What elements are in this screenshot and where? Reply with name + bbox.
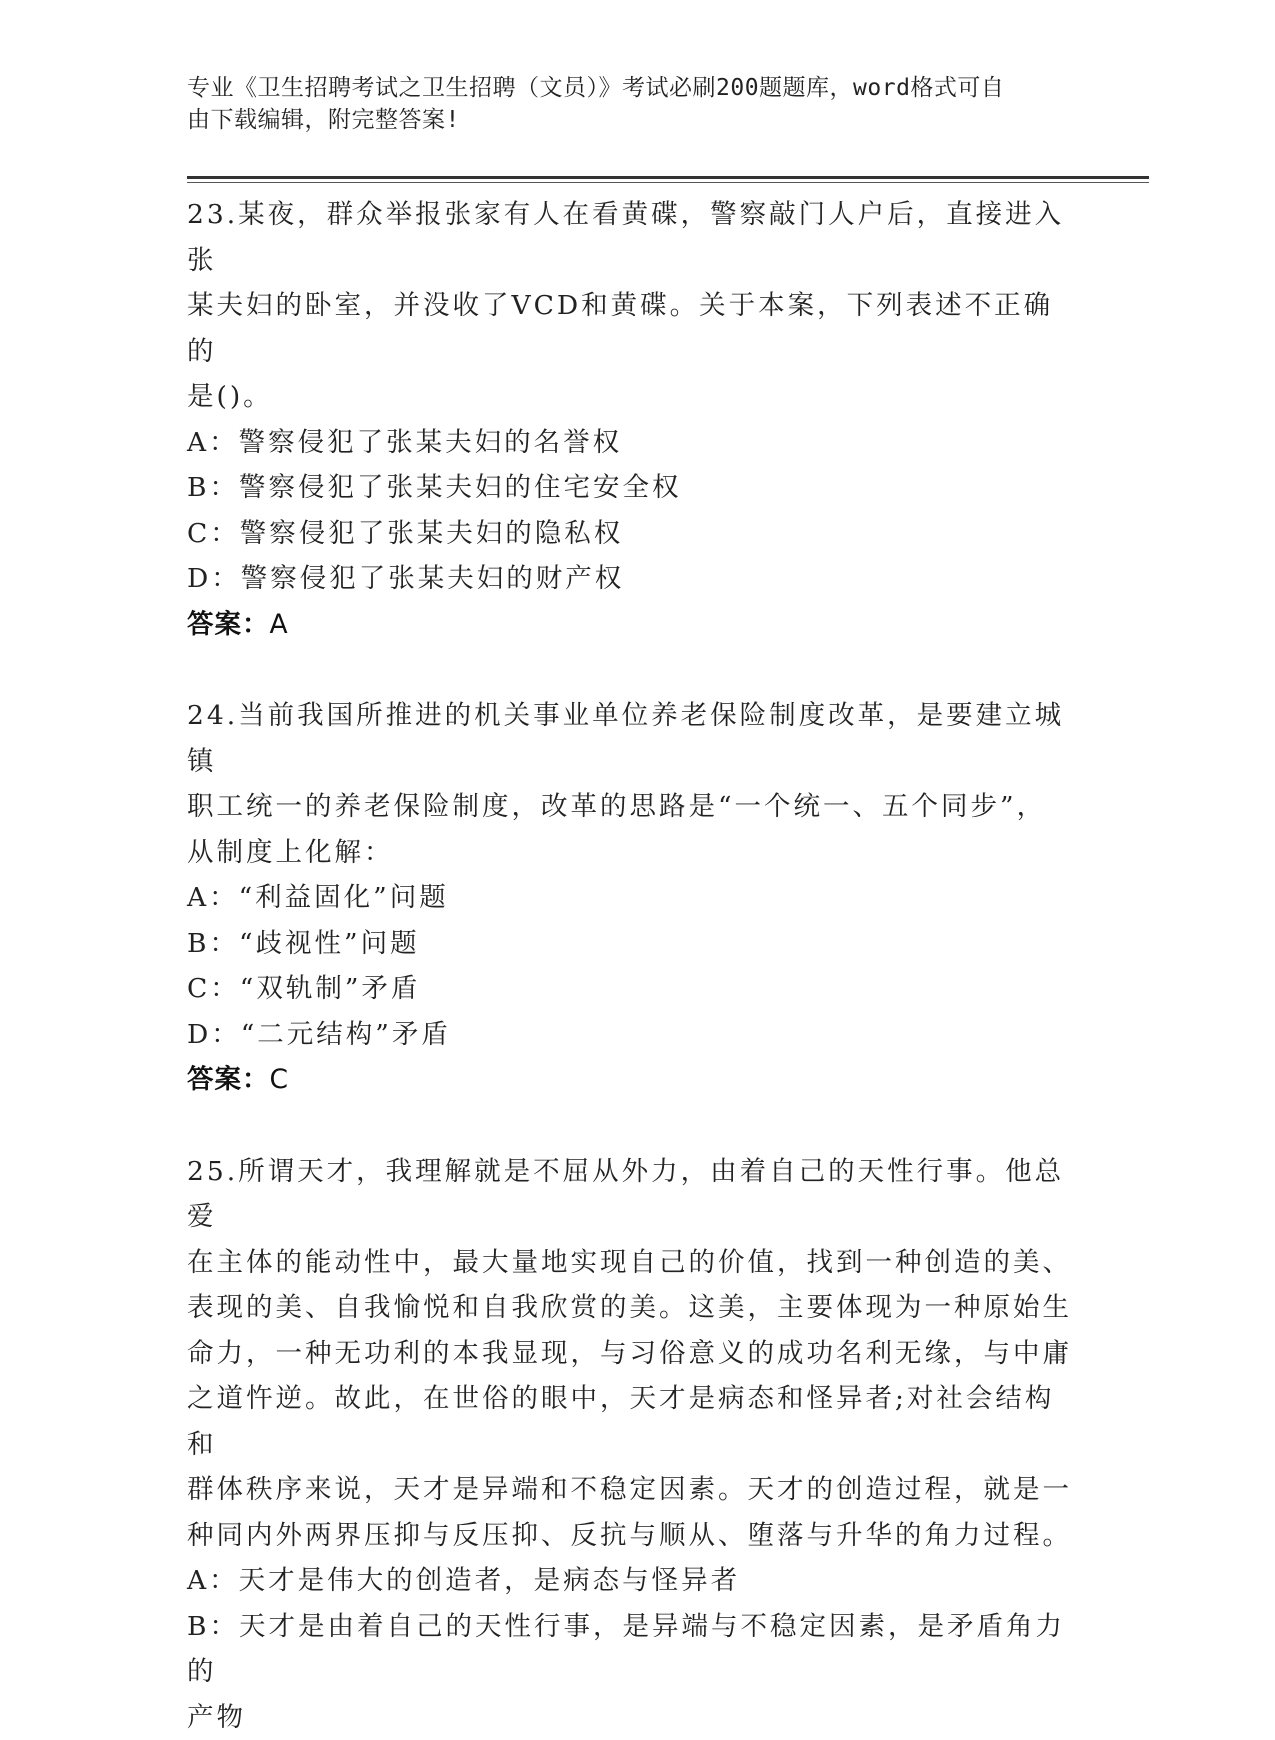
header-line: 由下载编辑，附完整答案! [187, 104, 1067, 136]
question-stem-line: 23.某夜，群众举报张家有人在看黄碟，警察敲门人户后，直接进入张 [187, 192, 1077, 283]
option-b: B：警察侵犯了张某夫妇的住宅安全权 [187, 465, 1077, 511]
answer-value: A [270, 609, 289, 640]
option-d: D：“二元结构”矛盾 [187, 1012, 1077, 1058]
question-stem-line: 种同内外两界压抑与反压抑、反抗与顺从、堕落与升华的角力过程。 [187, 1513, 1077, 1559]
option-a: A：警察侵犯了张某夫妇的名誉权 [187, 420, 1077, 466]
answer-label: 答案： [187, 1064, 270, 1095]
document-header [187, 72, 1067, 136]
option-a: A：“利益固化”问题 [187, 875, 1077, 921]
option-b: B：“歧视性”问题 [187, 921, 1077, 967]
option-a: A：天才是伟大的创造者，是病态与怪异者 [187, 1558, 1077, 1604]
answer-line [187, 602, 1077, 648]
option-d: D：警察侵犯了张某夫妇的财产权 [187, 556, 1077, 602]
answer-value: C [270, 1064, 290, 1095]
question-spacer [187, 647, 1077, 693]
question-stem-line: 群体秩序来说，天才是异端和不稳定因素。天才的创造过程，就是一 [187, 1467, 1077, 1513]
question-25 [187, 1149, 1077, 1740]
option-c: C：“双轨制”矛盾 [187, 966, 1077, 1012]
question-list [187, 192, 1077, 1740]
answer-line [187, 1057, 1077, 1103]
header-divider [187, 176, 1149, 179]
question-stem-line: 是()。 [187, 374, 1077, 420]
question-stem-line: 表现的美、自我愉悦和自我欣赏的美。这美，主要体现为一种原始生 [187, 1285, 1077, 1331]
answer-label: 答案： [187, 609, 270, 640]
question-stem-line: 之道忤逆。故此，在世俗的眼中，天才是病态和怪异者;对社会结构和 [187, 1376, 1077, 1467]
question-spacer [187, 1103, 1077, 1149]
question-23 [187, 192, 1077, 647]
question-stem-line: 在主体的能动性中，最大量地实现自己的价值，找到一种创造的美、 [187, 1240, 1077, 1286]
question-stem-line: 职工统一的养老保险制度，改革的思路是“一个统一、五个同步”， [187, 784, 1077, 830]
option-b: B：天才是由着自己的天性行事，是异端与不稳定因素，是矛盾角力的 [187, 1604, 1077, 1695]
question-stem-line: 命力，一种无功利的本我显现，与习俗意义的成功名利无缘，与中庸 [187, 1331, 1077, 1377]
option-c: C：警察侵犯了张某夫妇的隐私权 [187, 511, 1077, 557]
question-24 [187, 693, 1077, 1103]
header-line: 专业《卫生招聘考试之卫生招聘（文员）》考试必刷200题题库，word格式可自 [187, 72, 1067, 104]
question-stem-line: 24.当前我国所推进的机关事业单位养老保险制度改革，是要建立城镇 [187, 693, 1077, 784]
header-divider-thin [187, 182, 1149, 183]
question-stem-line: 25.所谓天才，我理解就是不屈从外力，由着自己的天性行事。他总爱 [187, 1149, 1077, 1240]
question-stem-line: 从制度上化解： [187, 830, 1077, 876]
option-b-continued: 产物 [187, 1695, 1077, 1740]
question-stem-line: 某夫妇的卧室，并没收了VCD和黄碟。关于本案，下列表述不正确的 [187, 283, 1077, 374]
